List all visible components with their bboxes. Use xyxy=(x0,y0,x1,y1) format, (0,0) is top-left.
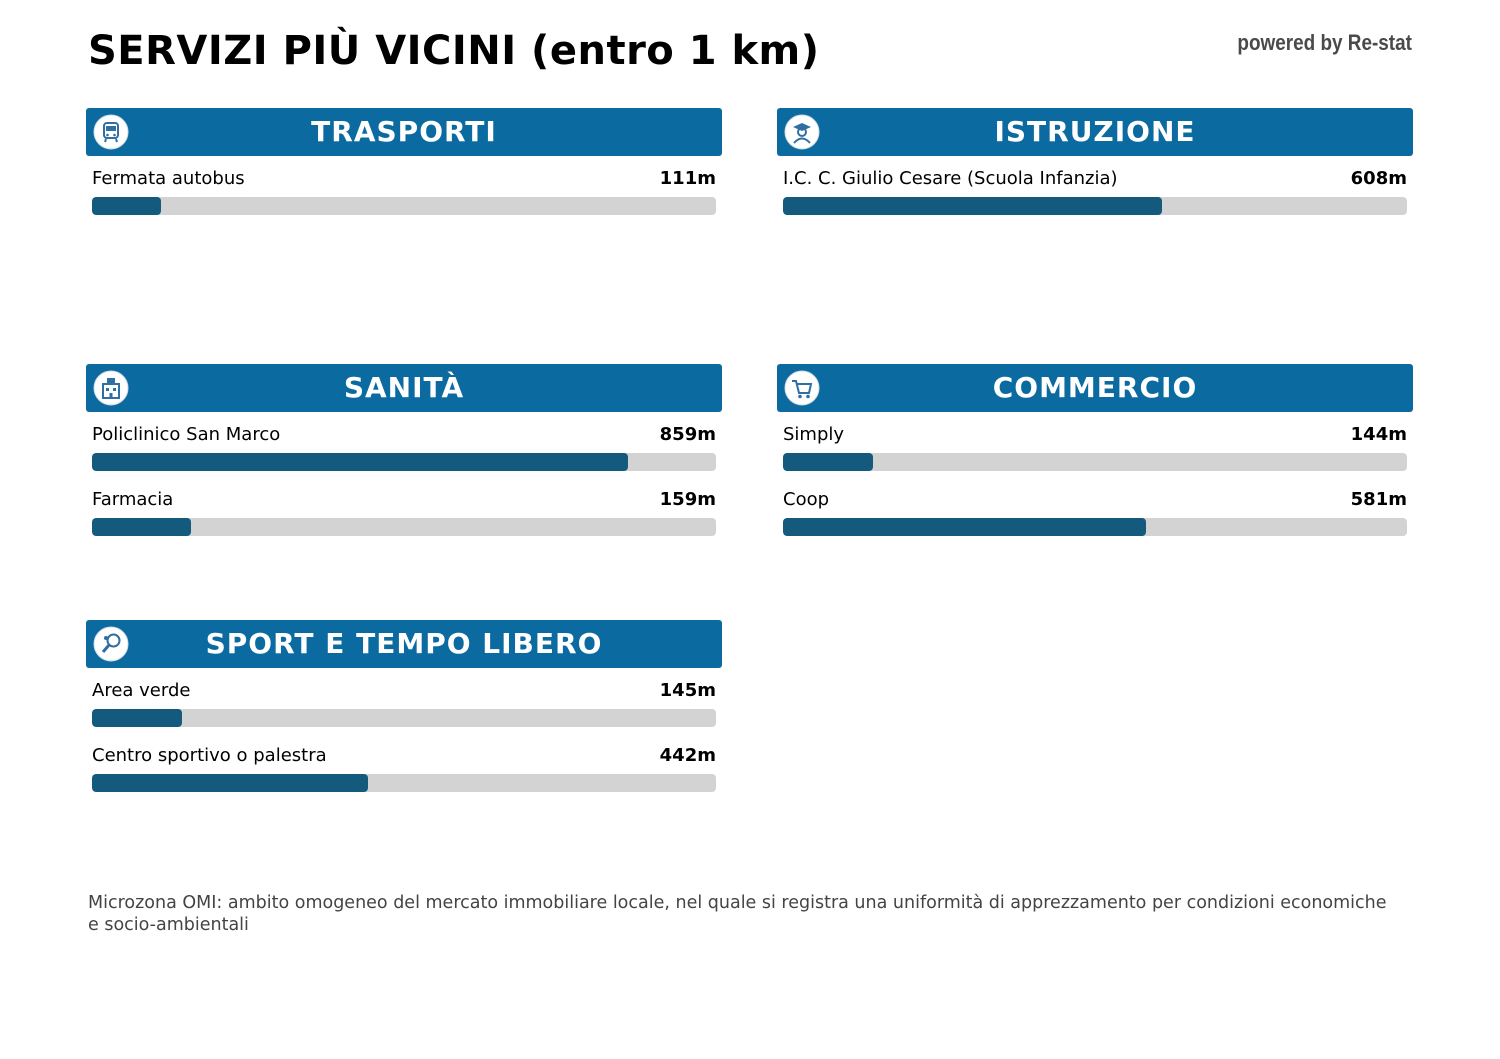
service-row xyxy=(783,477,1407,542)
distance-bar-track xyxy=(783,518,1407,536)
distance-bar xyxy=(783,518,1146,536)
section-trasporti xyxy=(86,108,722,221)
page-title: SERVIZI PIÙ VICINI (entro 1 km) xyxy=(88,28,820,74)
distance-bar xyxy=(92,453,628,471)
service-name: I.C. C. Giulio Cesare (Scuola Infanzia) xyxy=(783,168,1118,189)
service-distance: 859m xyxy=(659,424,716,445)
footnote: Microzona OMI: ambito omogeneo del mercato immobiliare locale, nel quale si registra una uniformità di apprezzamento per condizioni economiche e socio-ambientali xyxy=(88,893,1387,935)
distance-bar-track xyxy=(92,518,716,536)
section-header xyxy=(777,108,1413,156)
section-title: ISTRUZIONE xyxy=(994,115,1196,148)
service-name: Centro sportivo o palestra xyxy=(92,745,327,766)
powered-by-logo: powered by Re-stat xyxy=(1237,30,1412,55)
distance-bar-track xyxy=(783,453,1407,471)
section-header xyxy=(86,620,722,668)
service-row xyxy=(783,412,1407,477)
section-commercio xyxy=(777,364,1413,542)
service-distance: 159m xyxy=(659,489,716,510)
service-row xyxy=(92,412,716,477)
distance-bar xyxy=(783,197,1162,215)
service-row xyxy=(92,156,716,221)
section-title: COMMERCIO xyxy=(992,371,1198,404)
service-distance: 111m xyxy=(659,168,716,189)
section-istruzione xyxy=(777,108,1413,221)
section-header xyxy=(86,108,722,156)
service-row xyxy=(783,156,1407,221)
service-name: Simply xyxy=(783,424,845,445)
distance-bar xyxy=(92,518,191,536)
distance-bar-track xyxy=(783,197,1407,215)
service-distance: 608m xyxy=(1350,168,1407,189)
section-header xyxy=(777,364,1413,412)
service-row xyxy=(92,733,716,798)
distance-bar xyxy=(92,774,368,792)
service-distance: 581m xyxy=(1350,489,1407,510)
distance-bar-track xyxy=(92,774,716,792)
section-sanit- xyxy=(86,364,722,542)
section-title: SANITÀ xyxy=(343,371,465,404)
service-name: Policlinico San Marco xyxy=(92,424,281,445)
service-name: Fermata autobus xyxy=(92,168,245,189)
service-row xyxy=(92,477,716,542)
distance-bar-track xyxy=(92,453,716,471)
section-title: SPORT E TEMPO LIBERO xyxy=(205,627,603,660)
distance-bar-track xyxy=(92,197,716,215)
service-distance: 145m xyxy=(659,680,716,701)
service-name: Farmacia xyxy=(92,489,174,510)
distance-bar xyxy=(92,709,182,727)
distance-bar xyxy=(92,197,161,215)
section-title: TRASPORTI xyxy=(311,115,497,148)
distance-bar xyxy=(783,453,873,471)
section-header xyxy=(86,364,722,412)
section-sport-e-tempo-libero xyxy=(86,620,722,798)
service-name: Area verde xyxy=(92,680,191,701)
service-distance: 144m xyxy=(1350,424,1407,445)
service-name: Coop xyxy=(783,489,830,510)
service-distance: 442m xyxy=(659,745,716,766)
distance-bar-track xyxy=(92,709,716,727)
service-row xyxy=(92,668,716,733)
